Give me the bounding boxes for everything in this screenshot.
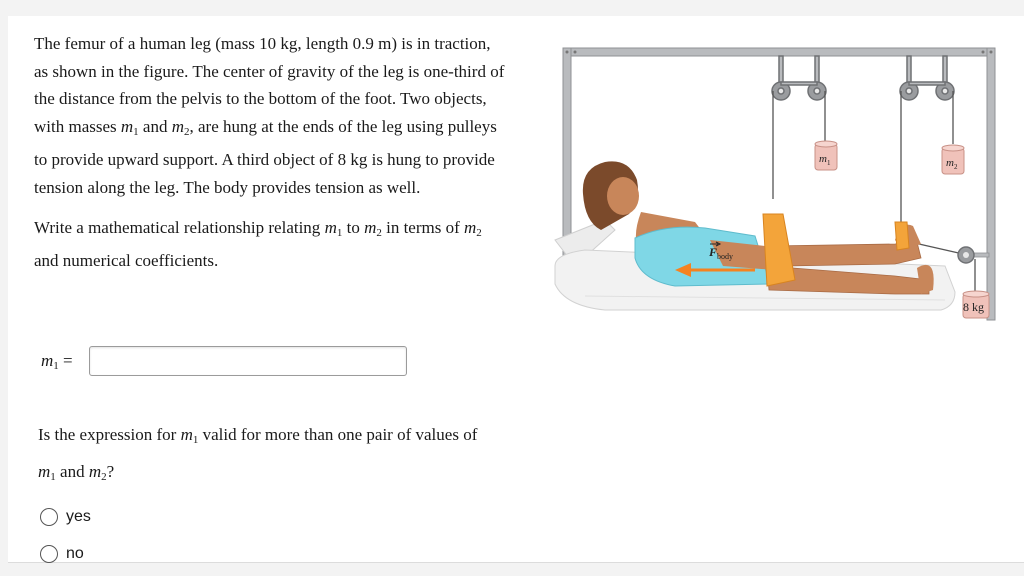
weight-m2 xyxy=(942,145,964,174)
svg-text:Fbody: $F_{body}$ xyxy=(709,245,734,261)
question-card xyxy=(8,16,1024,563)
svg-text:m2: $m_2$ xyxy=(946,157,958,171)
problem-text xyxy=(34,30,506,285)
radio-no[interactable] xyxy=(40,545,58,563)
foot-pulley xyxy=(958,247,989,263)
validity-question: Is the expression for $m_1$ valid for more than one pair of values of $m_1$ and $m_2$? xyxy=(38,425,478,483)
problem-paragraph-1: The femur of a human leg (mass 10 kg, length 0.9 m) is in traction, as shown in the figure. The center of gravity of the leg is one-third of the distance from the pelvis to the bottom of the foot. Two objects, with masses $m_1$ and $m_2$, are hung at the ends of the leg using pulleys to provide upward support. A third object of 8 kg is hung to provide tension along the leg. The body provides tension as well. xyxy=(34,34,505,197)
pulleys xyxy=(772,56,954,100)
option-yes[interactable]: yes xyxy=(40,502,91,532)
m1-answer-input[interactable] xyxy=(89,346,407,376)
traction-figure xyxy=(545,44,1005,344)
answer-row xyxy=(41,344,407,378)
option-no[interactable]: no xyxy=(40,539,91,569)
svg-text:8 kg: 8 kg xyxy=(963,300,984,314)
radio-yes[interactable] xyxy=(40,508,58,526)
weight-8kg xyxy=(963,291,989,318)
weight-m1 xyxy=(815,141,837,170)
svg-text:m1: $m_1$ xyxy=(819,153,831,167)
answer-label: $m_1$ = xyxy=(41,350,73,372)
problem-paragraph-2: Write a mathematical relationship relating $m_1$ to $m_2$ in terms of $m_2$ and numerical coefficients. xyxy=(34,217,482,271)
